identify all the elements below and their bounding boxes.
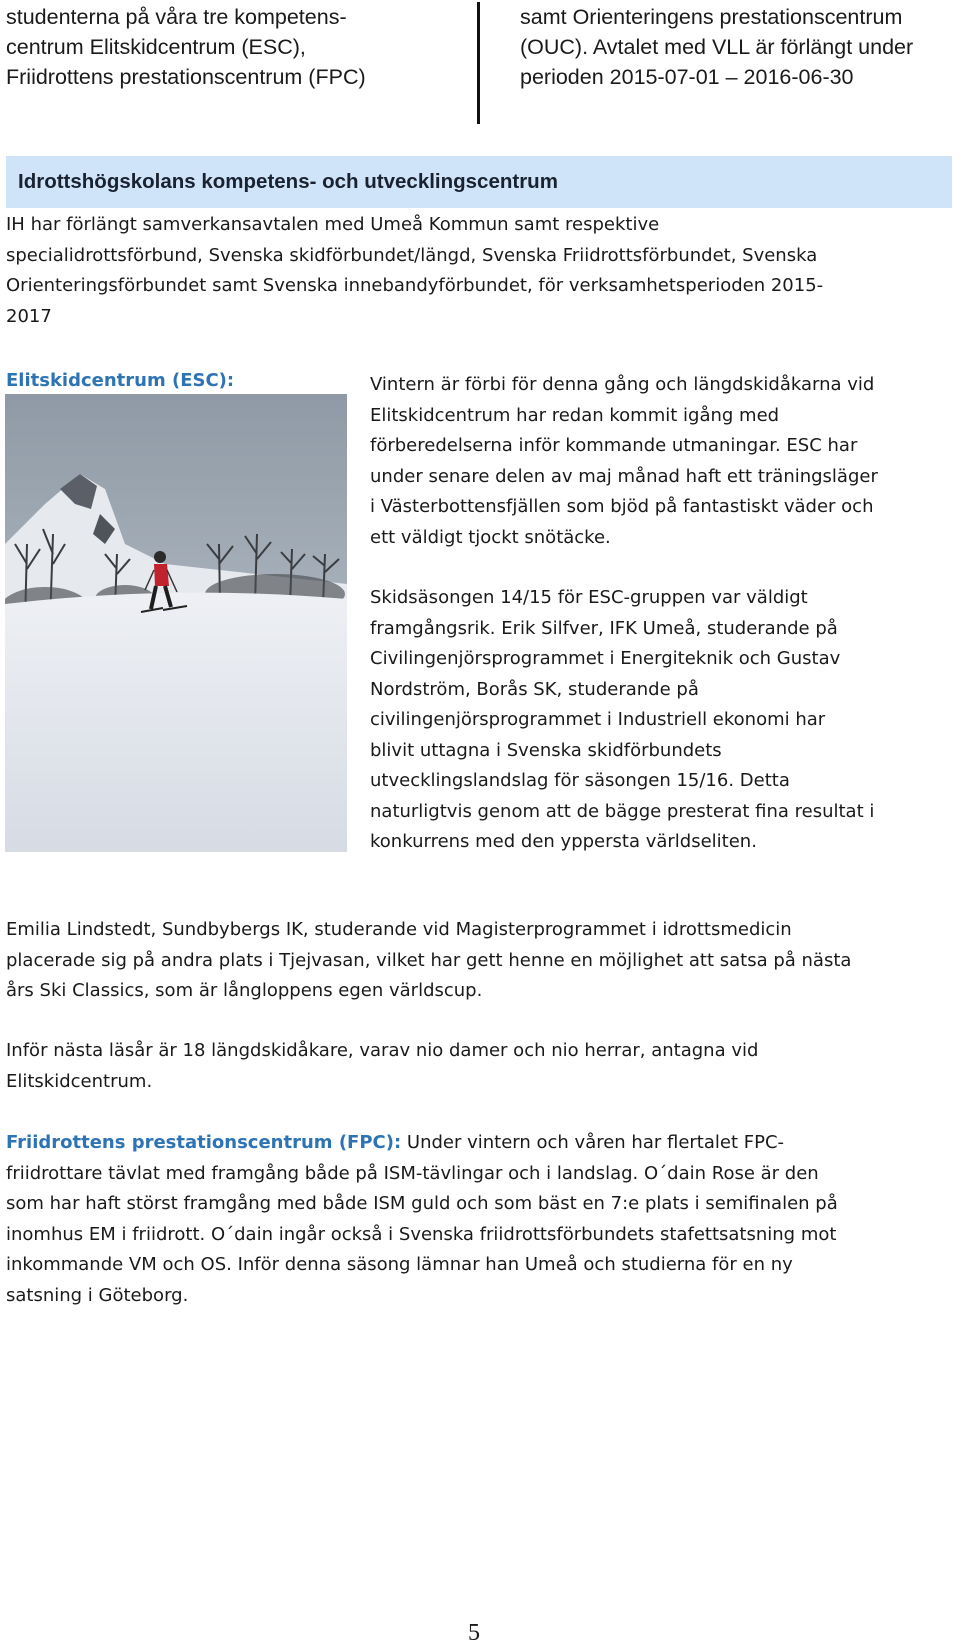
intro-paragraph	[6, 210, 956, 332]
top-right-line: perioden 2015-07-01 – 2016-06-30	[520, 65, 854, 89]
text-line: i Västerbottensfjällen som bjöd på fantastiskt väder och	[370, 496, 874, 517]
text-line: Nordström, Borås SK, studerande på	[370, 678, 699, 700]
fpc-first-line	[6, 1128, 956, 1159]
text-line: blivit uttagna i Svenska skidförbundets	[370, 739, 722, 761]
top-left-line: studenterna på våra tre kompetens-	[6, 5, 347, 29]
skier-photo	[5, 394, 347, 852]
text-line: utvecklingslandslag för säsongen 15/16. Detta	[370, 770, 790, 791]
text-line: satsning i Göteborg.	[6, 1284, 189, 1306]
text-line: års Ski Classics, som är långloppens egen världscup.	[6, 980, 483, 1001]
esc-paragraph-2	[370, 583, 955, 858]
text-line: som har haft störst framgång med både ISM guld och som bäst en 7:e plats i semifinalen på	[6, 1193, 838, 1214]
emilia-paragraph	[6, 915, 956, 1007]
text-line: civilingenjörsprogrammet i Industriell ekonomi har	[370, 709, 826, 730]
next-year-paragraph	[6, 1036, 956, 1097]
fpc-heading: Friidrottens prestationscentrum (FPC):	[6, 1132, 402, 1153]
text-line: Orienteringsförbundet samt Svenska innebandyförbundet, för verksamhetsperioden 2015-	[6, 275, 824, 296]
text-line: ett väldigt tjockt snötäcke.	[370, 526, 611, 548]
text-line: IH har förlängt samverkansavtalen med Umeå Kommun samt respektive	[6, 214, 660, 235]
section-heading-band	[6, 156, 952, 208]
text-line: konkurrens med den yppersta världseliten.	[370, 831, 757, 852]
text-line: inkommande VM och OS. Inför denna säsong lämnar han Umeå och studierna för en ny	[6, 1254, 793, 1275]
text-line: naturligtvis genom att de bägge presterat fina resultat i	[370, 800, 875, 822]
column-divider	[477, 2, 480, 124]
text-line: Civilingenjörsprogrammet i Energiteknik och Gustav	[370, 648, 841, 669]
fpc-paragraph	[6, 1128, 956, 1311]
text-line: under senare delen av maj månad haft ett träningsläger	[370, 465, 878, 487]
esc-heading: Elitskidcentrum (ESC):	[6, 370, 235, 391]
top-right-line: (OUC). Avtalet med VLL är förlängt under	[520, 35, 914, 59]
top-left-column	[6, 2, 466, 92]
text-line: förberedelserna inför kommande utmaningar. ESC har	[370, 435, 858, 456]
text-line: placerade sig på andra plats i Tjejvasan, vilket har gett henne en möjlighet att satsa på nästa	[6, 949, 852, 971]
text-line: 2017	[6, 305, 52, 327]
text-line: Elitskidcentrum har redan kommit igång med	[370, 404, 780, 426]
text-line: Emilia Lindstedt, Sundbybergs IK, studerande vid Magisterprogrammet i idrottsmedicin	[6, 919, 792, 940]
text-line: friidrottare tävlat med framgång både på ISM-tävlingar och i landslag. O´dain Rose är den	[6, 1162, 819, 1184]
text-line: Vintern är förbi för denna gång och längdskidåkarna vid	[370, 374, 875, 395]
top-right-column	[520, 2, 960, 92]
top-left-line: Friidrottens prestationscentrum (FPC)	[6, 65, 366, 89]
text-line: specialidrottsförbund, Svenska skidförbundet/längd, Svenska Friidrottsförbundet, Svenska	[6, 244, 818, 266]
top-left-line: centrum Elitskidcentrum (ESC),	[6, 35, 306, 59]
section-heading: Idrottshögskolans kompetens- och utvecklingscentrum	[18, 170, 558, 193]
top-right-line: samt Orienteringens prestationscentrum	[520, 5, 903, 29]
page-number: 5	[468, 1620, 480, 1646]
text-line: Inför nästa läsår är 18 längdskidåkare, varav nio damer och nio herrar, antagna vid	[6, 1040, 759, 1061]
fpc-first-line-text: Under vintern och våren har flertalet FPC-	[401, 1132, 785, 1153]
text-line: inomhus EM i friidrott. O´dain ingår också i Svenska friidrottsförbundets stafettsatsning mot	[6, 1223, 837, 1245]
text-line: Skidsäsongen 14/15 för ESC-gruppen var väldigt	[370, 587, 808, 608]
text-line: Elitskidcentrum.	[6, 1070, 153, 1092]
text-line: framgångsrik. Erik Silfver, IFK Umeå, studerande på	[370, 617, 838, 639]
esc-paragraph-1	[370, 370, 955, 553]
skier-photo-image	[5, 394, 347, 852]
